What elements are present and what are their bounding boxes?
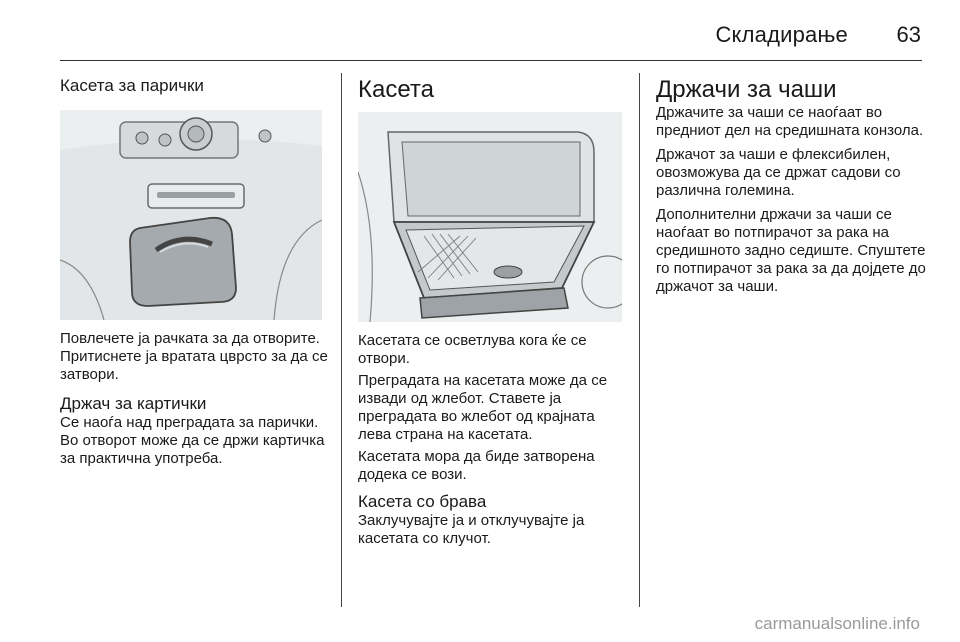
column-cupholders xyxy=(656,76,930,296)
coin-tray-instructions: Повлечете ја рачката за да отворите. Притиснете ја вратата цврсто за да се затвори. xyxy=(60,330,328,383)
section-heading-lockable-glovebox: Касета со брава xyxy=(358,492,487,511)
section-heading-cupholders: Држачи за чаши xyxy=(656,76,837,103)
glovebox-light-text: Касетата се осветлува кога ќе се отвори. xyxy=(358,332,587,367)
page-header-title: Складирање xyxy=(715,22,848,47)
page-number: 63 xyxy=(896,22,921,47)
glovebox-divider-text: Преградата на касетата може да се извади од жлебот. Ставете ја преградата во жлебот од крајната лева страна на касетата. xyxy=(358,372,608,443)
card-holder-text: Се наоѓа над преградата за парички. Во отворот може да се држи картичка за практична употреба. xyxy=(60,414,325,467)
column-coin-tray xyxy=(60,76,328,468)
watermark: carmanualsonline.info xyxy=(754,614,920,633)
cupholders-rear-text: Дополнителни држачи за чаши се наоѓаат во потпирачот за рака на средишното задно седиште. Спуштете го потпирачот за рака за да дојдете до држачот за чаши. xyxy=(656,206,926,295)
column-glovebox xyxy=(358,76,628,548)
section-heading-coin-tray: Касета за парички xyxy=(60,76,204,95)
cupholders-flexible-text: Држачот за чаши е флексибилен, овозможува да се држат садови со различна големина. xyxy=(656,146,901,199)
column-divider-2 xyxy=(639,73,640,607)
coin-tray-illustration xyxy=(60,110,322,320)
lockable-glovebox-text: Заклучувајте ја и отклучувајте ја касетата со клучот. xyxy=(358,512,585,547)
column-divider-1 xyxy=(341,73,342,607)
glovebox-illustration xyxy=(358,112,622,322)
section-heading-card-holder: Држач за картички xyxy=(60,394,207,413)
glovebox-close-text: Касетата мора да биде затворена додека се вози. xyxy=(358,448,595,483)
header-rule xyxy=(60,60,922,61)
cupholders-location-text: Држачите за чаши се наоѓаат во предниот дел на средишната конзола. xyxy=(656,104,924,139)
section-heading-glovebox: Касета xyxy=(358,76,434,103)
